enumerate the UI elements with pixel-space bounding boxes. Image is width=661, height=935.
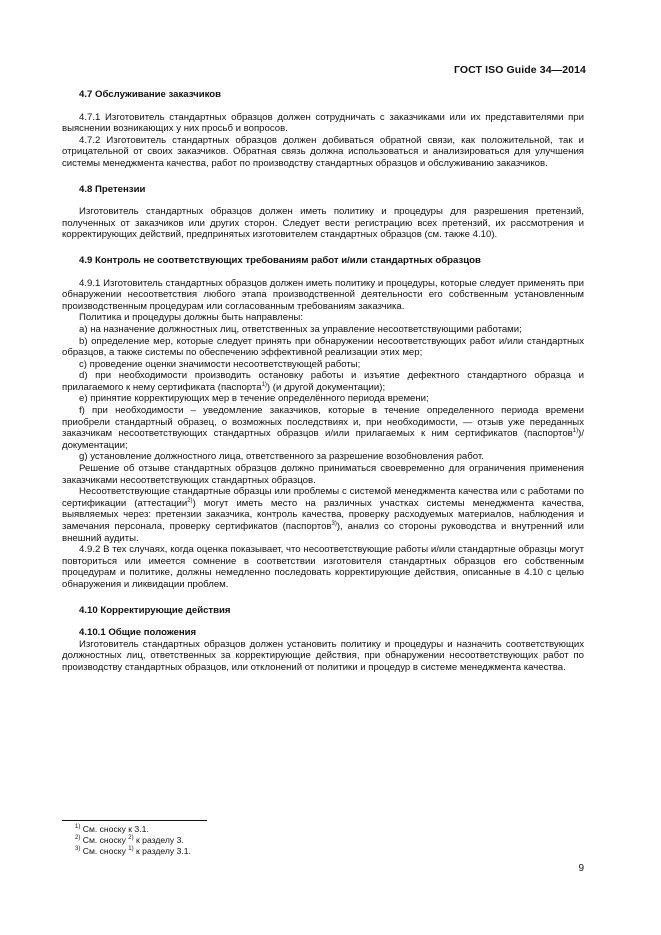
document-header: ГОСТ ISO Guide 34—2014 (453, 64, 586, 76)
footnote-ref: 3) (331, 521, 337, 527)
footnote-ref: 1) (572, 428, 579, 435)
footnote-ref: 1) (261, 381, 267, 388)
section-4-10-heading: 4.10 Корректирующие действия (79, 604, 231, 616)
paragraph-nonconforming-part3: ), анализ со стороны руководства и внутренний или внешний аудиты. (62, 521, 584, 544)
list-item-d (62, 370, 584, 393)
paragraph-nonconforming-part1: Несоответствующие стандартные образцы или проблемы с системой менеджмента качества или с работами по сертификации (аттестации (62, 486, 584, 509)
paragraph-recall: Решение об отзыве стандартных образцов должно приниматься своевременно для ограничения применения заказчиками несоответствующих стандартных образцов. (62, 463, 584, 486)
section-4-7-heading: 4.7 Обслуживание заказчиков (79, 89, 222, 100)
paragraph-4-8: Изготовитель стандартных образцов должен иметь политику и процедуры для разрешения претензий, полученных от заказчиков или других сторон. Следует вести регистрацию всех претензий, их рассмотрения и корректирующих действий, предпринятых изготовителем стандартных образцов (см. также 4.10). (62, 206, 584, 241)
footnote-text: См. сноску (80, 835, 129, 845)
list-item-a: а) на назначение должностных лиц, ответственных за управление несоответствующими работами; (79, 323, 522, 335)
footnotes (75, 824, 191, 857)
paragraph-policy-intro: Политика и процедуры должны быть направлены: (79, 312, 303, 324)
footnote-mark: 3) (75, 846, 81, 852)
list-item-d-tail: ) (и другой документации); (266, 381, 386, 393)
footnote-1 (75, 824, 191, 835)
paragraph-4-9-1: 4.9.1 Изготовитель стандартных образцов должен иметь политику и процедуры, которые следует применять при обнаружении несоответствия любого этапа производственной деятельности его собственным установленным производственным процедурам или согласованным требованиям заказчика. (62, 277, 584, 312)
footnote-text-tail: к разделу 3.1. (133, 846, 191, 856)
footnote-mark: 1) (75, 824, 81, 830)
list-item-f-text: f) при необходимости – уведомление заказчиков, которые в течение определенного периода времени приобрели стандартный образец, о возможных последствиях и, при необходимости, — отзыв уже переданных заказчикам несоответствующих стандартных образцов и/или прилагаемых к ним сертификатов (паспортов (62, 405, 584, 440)
list-item-f (62, 405, 584, 451)
footnote-ref: 2) (187, 497, 193, 504)
paragraph-4-7-2: 4.7.2 Изготовитель стандартных образцов должен добиваться обратной связи, как положительной, так и отрицательной от своих заказчиков. Обратная связь должна использоваться и анализироваться для улучшения системы менеджмента качества, работ по производству стандартных образцов и обслуживанию заказчиков. (62, 134, 584, 169)
list-item-f-tail: )/документации; (62, 428, 584, 451)
footnote-separator (62, 820, 207, 821)
paragraph-nonconforming-part2: ) могут иметь место на различных участках системы менеджмента качества, выявляемых через: претензии заказчика, контроль качества, проверку расходуемых материалов, наблюдения и замечания персонала, проверку сертификатов (паспортов (62, 497, 584, 532)
footnote-2 (75, 835, 191, 846)
footnote-3 (75, 846, 191, 857)
paragraph-4-9-2: 4.9.2 В тех случаях, когда оценка показывает, что несоответствующие работы и/или стандартные образцы могут повториться или имеется сомнение в соответствии изготовителя стандартных образцов его собственным процедурам и политике, должны немедленно последовать корректирующие действия, описанные в 4.10 с целью обнаружения и ликвидации проблем. (62, 544, 584, 590)
list-item-e: е) принятие корректирующих мер в течение определённого периода времени; (79, 393, 429, 405)
paragraph-4-7-1: 4.7.1 Изготовитель стандартных образцов должен сотрудничать с заказчиками или их представителями при выяснении возникающих у них просьб и вопросов. (62, 111, 584, 135)
list-item-d-text: d) при необходимости производить остановку работы и изъятие дефектного стандартного образца и прилагаемого к нему сертификата (паспорта (62, 370, 584, 393)
footnote-text: См. сноску (80, 846, 129, 856)
footnote-text-tail: к разделу 3. (133, 835, 184, 845)
paragraph-4-10-1: Изготовитель стандартных образцов должен установить политику и процедуры и назначить соответствующих должностных лиц, ответственных за корректирующие действия, при обнаружении несоответствующих работ по производству стандартных образцов, или отклонений от политики и процедур в системе менеджмента качества. (62, 638, 584, 673)
section-4-8-heading: 4.8 Претензии (79, 183, 146, 195)
footnote-ref: 2) (128, 835, 134, 841)
list-item-c: с) проведение оценки значимости несоответствующей работы; (79, 358, 361, 370)
subsection-4-10-1-heading: 4.10.1 Общие положения (79, 627, 197, 639)
footnote-mark: 2) (75, 835, 81, 841)
page-number: 9 (578, 863, 584, 874)
paragraph-nonconforming (62, 486, 584, 544)
list-item-b: b) определение мер, которые следует принять при обнаружении несоответствующих работ и/или стандартных образцов, а также системы по обеспечению эффективной реализации этих мер; (62, 335, 584, 359)
section-4-9-heading: 4.9 Контроль не соответствующих требованиям работ и/или стандартных образцов (79, 254, 481, 266)
footnote-ref: 1) (128, 846, 134, 852)
document-body (62, 89, 584, 674)
list-item-g: g) установление должностного лица, ответственного за разрешение возобновления работ. (79, 451, 484, 463)
footnote-text: См. сноску к 3.1. (80, 824, 149, 834)
